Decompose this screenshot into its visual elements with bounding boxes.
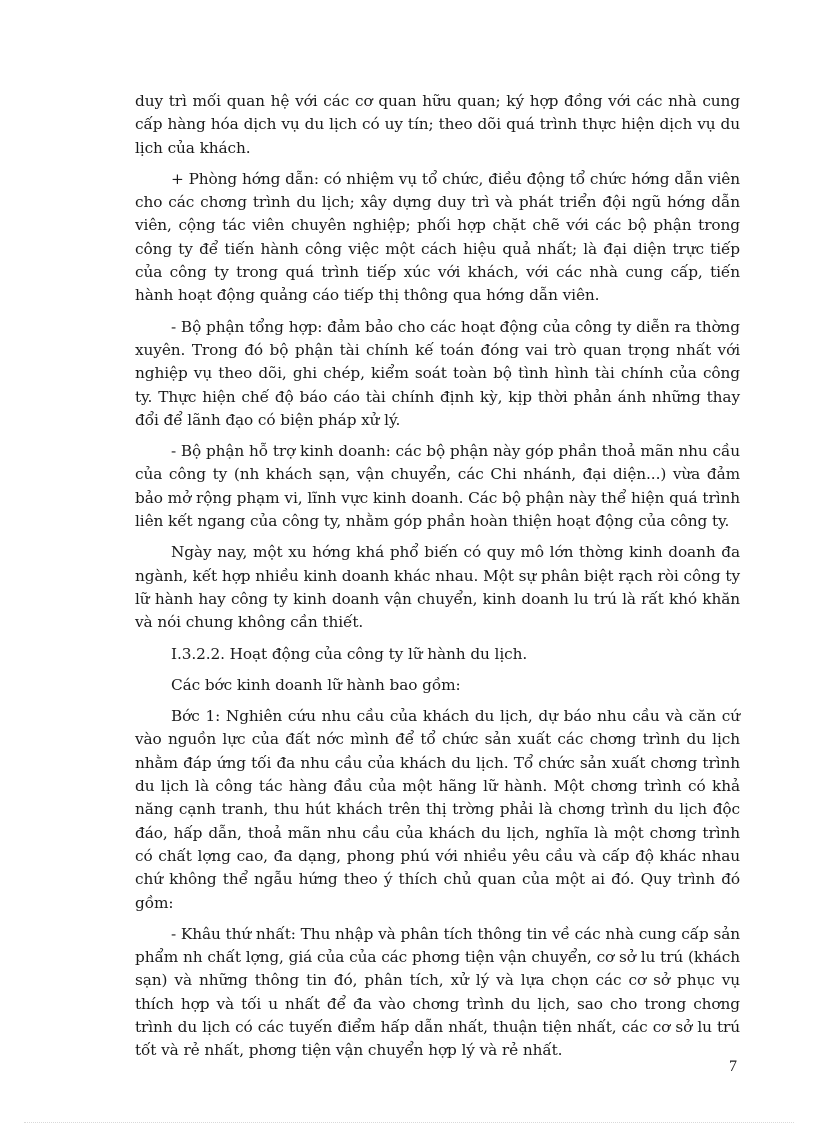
section-heading: I.3.2.2. Hoạt động của công ty lữ hành du lịch.: [171, 644, 528, 663]
paragraph-steps-intro: Các bớc kinh doanh lữ hành bao gồm:: [171, 675, 461, 694]
body-text: [135, 90, 740, 1071]
paragraph-guide-department: + Phòng hớng dẫn: có nhiệm vụ tổ chức, điều động tổ chức hớng dẫn viên cho các chơng trình du lịch; xây dựng duy trì và phát triển đội ngũ hớng dẫn viên, cộng tác viên chuyên nghiệp; phối hợp chặt chẽ với các bộ phận trong công ty để tiến hành công việc một cách hiệu quả nhất; là đại diện trực tiếp của công ty trong quá trình tiếp xúc với khách, với các nhà cung cấp, tiến hành hoạt động quảng cáo tiếp thị thông qua hớng dẫn viên.: [135, 169, 740, 305]
paragraph-general-department: - Bộ phận tổng hợp: đảm bảo cho các hoạt động của công ty diễn ra thờng xuyên. Trong đó bộ phận tài chính kế toán đóng vai trò quan trọng nhất với nghiệp vụ theo dõi, ghi chép, kiểm soát toàn bộ tình hình tài chính của công ty. Thực hiện chế độ báo cáo tài chính định kỳ, kịp thời phản ánh những thay đổi để lãnh đạo có biện pháp xử lý.: [135, 317, 740, 429]
paragraph-step-one: Bớc 1: Nghiên cứu nhu cầu của khách du lịch, dự báo nhu cầu và căn cứ vào nguồn lực của đất nớc mình để tổ chức sản xuất các chơng trình du lịch nhằm đáp ứng tối đa nhu cầu của khách du lịch. Tổ chức sản xuất chơng trình du lịch là công tác hàng đầu của một hãng lữ hành. Một chơng trình có khả năng cạnh tranh, thu hút khách trên thị trờng phải là chơng trình du lịch độc đáo, hấp dẫn, thoả mãn nhu cầu của khách du lịch, nghĩa là một chơng trình có chất lợng cao, đa dạng, phong phú với nhiều yêu cầu và cấp độ khác nhau chứ không thể ngẫu hứng theo ý thích chủ quan của một ai đó. Quy trình đó gồm:: [135, 707, 740, 912]
paragraph-first-stage: - Khâu thứ nhất: Thu nhập và phân tích thông tin về các nhà cung cấp sản phẩm nh chất lợng, giá của của các phơng tiện vận chuyển, cơ sở lu trú (khách sạn) và những thông tin đó, phân tích, xử lý và lựa chọn các cơ sở phục vụ thích hợp và tối u nhất để đa vào chơng trình du lịch, sao cho trong chơng trình du lịch có các tuyến điểm hấp dẫn nhất, thuận tiện nhất, các cơ sở lu trú tốt và rẻ nhất, phơng tiện vận chuyển hợp lý và rẻ nhất.: [135, 924, 740, 1060]
page-number: 7: [729, 1058, 737, 1075]
paragraph-support-department: - Bộ phận hỗ trợ kinh doanh: các bộ phận này góp phần thoả mãn nhu cầu của công ty (nh khách sạn, vận chuyển, các Chi nhánh, đại diện...) vừa đảm bảo mở rộng phạm vi, lĩnh vực kinh doanh. Các bộ phận này thể hiện quá trình liên kết ngang của công ty, nhằm góp phần hoàn thiện hoạt động của công ty.: [135, 442, 740, 531]
paragraph-industry-trend: Ngày nay, một xu hớng khá phổ biến có quy mô lớn thờng kinh doanh đa ngành, kết hợp nhiều kinh doanh khác nhau. Một sự phân biệt rạch ròi công ty lữ hành hay công ty kinh doanh vận chuyển, kinh doanh lu trú là rất khó khăn và nói chung không cần thiết.: [135, 543, 740, 632]
paragraph-supplier-relations: duy trì mối quan hệ với các cơ quan hữu quan; ký hợp đồng với các nhà cung cấp hàng hóa dịch vụ du lịch có uy tín; theo dõi quá trình thực hiện dịch vụ du lịch của khách.: [135, 92, 740, 157]
